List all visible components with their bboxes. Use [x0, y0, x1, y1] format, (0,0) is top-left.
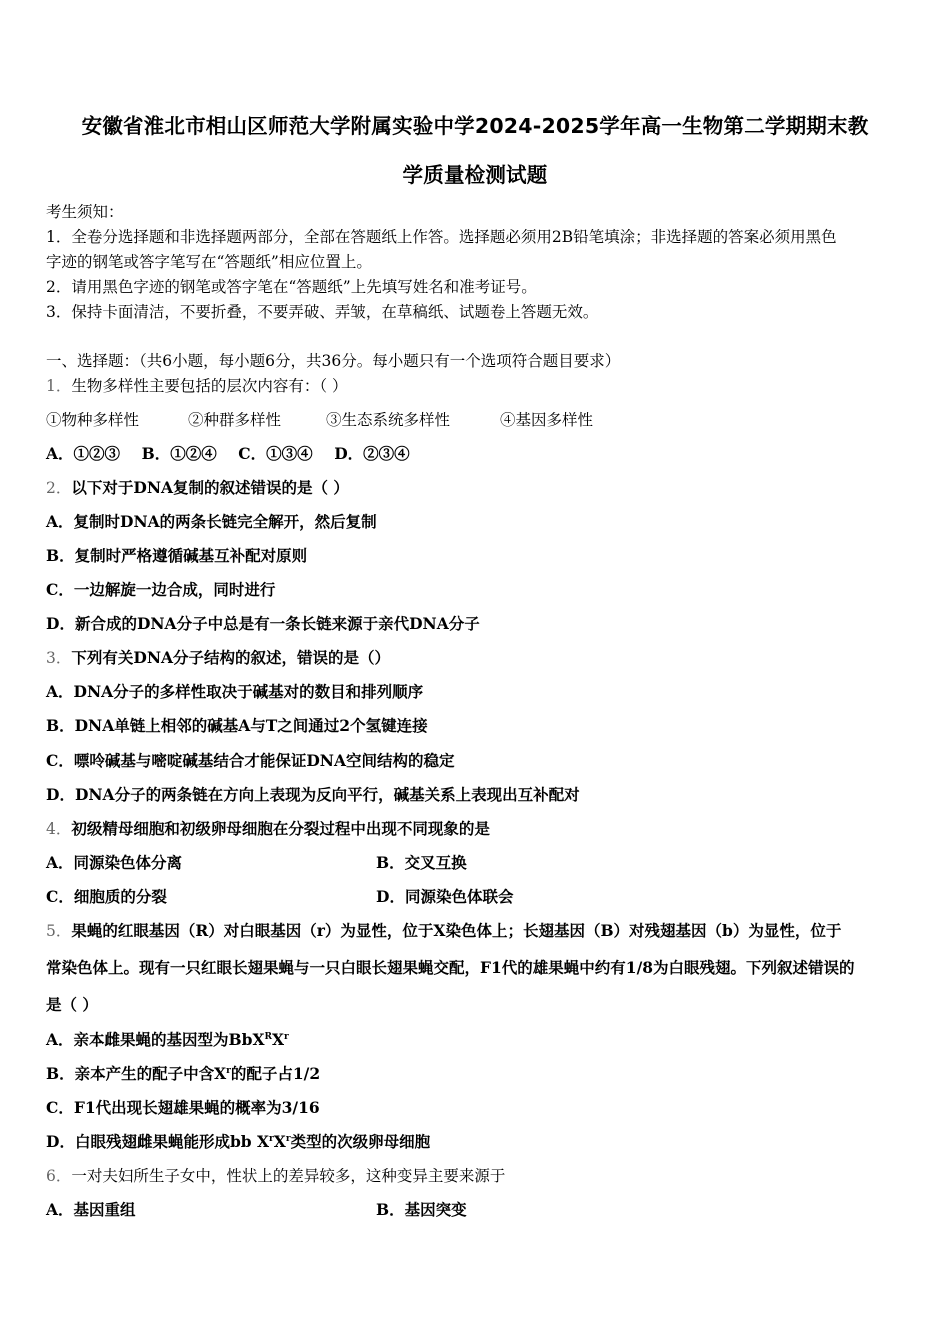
q5-option-c: C．F1代出现长翅雄果蝇的概率为3/16: [46, 1098, 320, 1117]
option-text: 的配子占1/2: [230, 1064, 321, 1083]
q1-options: A．①②③ B．①②④ C．①③④ D．②③④: [46, 444, 410, 463]
question-5-line3: 是（ ）: [46, 995, 98, 1014]
q1-item-1: ①物种多样性: [46, 411, 140, 429]
question-stem: 下列有关DNA分子结构的叙述，错误的是（）: [71, 648, 391, 667]
section-heading: 一、选择题：（共6小题，每小题6分，共36分。每小题只有一个选项符合题目要求）: [46, 352, 621, 370]
q3-option-c: C．嘌呤碱基与嘧啶碱基结合才能保证DNA空间结构的稳定: [46, 751, 455, 770]
q5-option-d: [46, 1132, 430, 1152]
option-text: 类型的次级卵母细胞: [290, 1132, 431, 1151]
question-stem: 果蝇的红眼基因（R）对白眼基因（r）为显性，位于X染色体上；长翅基因（B）对残翅基因（b）为显性，位于: [71, 921, 842, 940]
superscript: r: [226, 1066, 231, 1076]
question-number: 4．: [46, 820, 72, 838]
q4-option-b: B．交叉互换: [376, 853, 467, 872]
question-4: [46, 819, 490, 839]
q2-option-c: C．一边解旋一边合成，同时进行: [46, 580, 276, 599]
q6-option-b: B．基因突变: [376, 1200, 467, 1219]
superscript: R: [264, 1032, 272, 1042]
question-2: [46, 478, 349, 498]
q2-option-a: A．复制时DNA的两条长链完全解开，然后复制: [46, 512, 377, 531]
q6-option-a: A．基因重组: [46, 1200, 136, 1219]
exam-title-line2: 学质量检测试题: [402, 163, 548, 187]
question-stem: 以下对于DNA复制的叙述错误的是（ ）: [71, 478, 349, 497]
question-5-line1: [46, 921, 841, 941]
notice-item-3: 3．保持卡面清洁，不要折叠，不要弄破、弄皱，在草稿纸、试题卷上答题无效。: [46, 303, 599, 321]
question-stem: 生物多样性主要包括的层次内容有：（ ）: [71, 377, 348, 395]
q2-option-b: B．复制时严格遵循碱基互补配对原则: [46, 546, 308, 565]
superscript: r: [284, 1032, 289, 1042]
q3-option-a: A．DNA分子的多样性取决于碱基对的数目和排列顺序: [46, 682, 424, 701]
option-text: X: [271, 1030, 285, 1049]
notice-item-1-line1: 1．全卷分选择题和非选择题两部分，全部在答题纸上作答。选择题必须用2B铅笔填涂；非选择题的答案必须用黑色: [46, 228, 837, 246]
exam-title-line1: 安徽省淮北市相山区师范大学附属实验中学2024-2025学年高一生物第二学期期末教: [81, 114, 869, 138]
notice-item-2: 2．请用黑色字迹的钢笔或答字笔在“答题纸”上先填写姓名和准考证号。: [46, 278, 537, 296]
question-number: 3．: [46, 649, 72, 667]
option-text: X: [273, 1132, 286, 1151]
option-text: A．亲本雌果蝇的基因型为BbX: [46, 1030, 265, 1049]
notice-heading: 考生须知：: [46, 203, 124, 221]
question-3: [46, 648, 390, 668]
q1-item-4: ④基因多样性: [500, 411, 594, 429]
q5-option-a: [46, 1030, 289, 1050]
notice-item-1-line2: 字迹的钢笔或答字笔写在“答题纸”相应位置上。: [46, 253, 372, 271]
question-stem: 一对夫妇所生子女中，性状上的差异较多，这种变异主要来源于: [71, 1167, 506, 1185]
question-number: 6．: [46, 1167, 72, 1185]
superscript: r: [269, 1134, 274, 1144]
q4-option-a: A．同源染色体分离: [46, 853, 183, 872]
question-stem: 初级精母细胞和初级卵母细胞在分裂过程中出现不同现象的是: [71, 819, 490, 838]
q5-option-b: [46, 1064, 320, 1084]
option-text: D．白眼残翅雌果蝇能形成bb X: [46, 1132, 270, 1151]
question-1: [46, 376, 348, 396]
option-text: B．亲本产生的配子中含X: [46, 1064, 227, 1083]
question-number: 1．: [46, 377, 72, 395]
q1-item-3: ③生态系统多样性: [326, 411, 451, 429]
q3-option-d: D．DNA分子的两条链在方向上表现为反向平行，碱基关系上表现出互补配对: [46, 785, 580, 804]
question-number: 2．: [46, 479, 72, 497]
q1-item-2: ②种群多样性: [188, 411, 282, 429]
q4-option-d: D．同源染色体联会: [376, 887, 514, 906]
q3-option-b: B．DNA单链上相邻的碱基A与T之间通过2个氢键连接: [46, 716, 428, 735]
q4-option-c: C．细胞质的分裂: [46, 887, 167, 906]
question-number: 5．: [46, 922, 72, 940]
q2-option-d: D．新合成的DNA分子中总是有一条长链来源于亲代DNA分子: [46, 614, 480, 633]
question-5-line2: 常染色体上。现有一只红眼长翅果蝇与一只白眼长翅果蝇交配，F1代的雄果蝇中约有1/8为白眼残翅。下列叙述错误的: [46, 958, 855, 977]
question-6: [46, 1166, 505, 1186]
superscript: r: [285, 1134, 291, 1144]
